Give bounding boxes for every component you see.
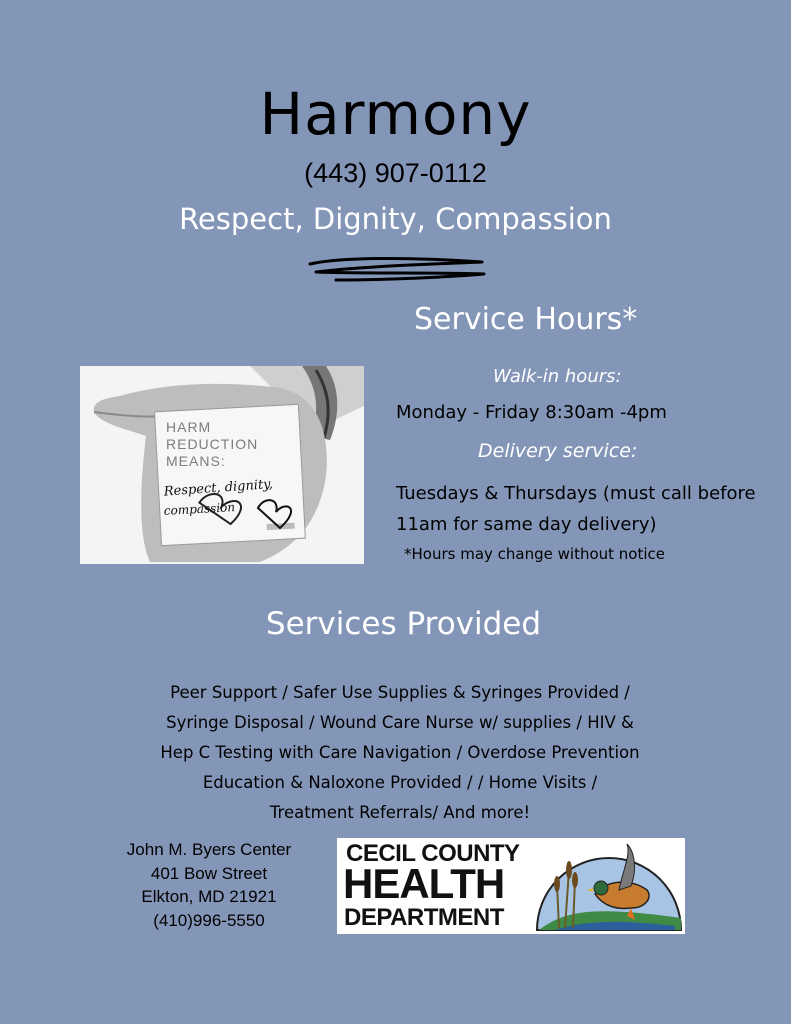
- center-address: [100, 838, 318, 932]
- note-line-2: REDUCTION: [166, 436, 259, 452]
- hours-disclaimer: *Hours may change without notice: [404, 545, 665, 563]
- center-phone: (410)996-5550: [153, 910, 265, 930]
- note-line-3: MEANS:: [166, 453, 226, 469]
- services-list: [120, 678, 680, 828]
- services-line: Syringe Disposal / Wound Care Nurse w/ supplies / HIV &: [166, 713, 634, 732]
- duck-seal-icon: [535, 840, 683, 932]
- service-hours-heading: Service Hours*: [414, 302, 638, 337]
- delivery-service-hours: Tuesdays & Thursdays (must call before 11am for same day delivery): [396, 483, 756, 535]
- services-line: Treatment Referrals/ And more!: [269, 803, 531, 822]
- logo-health-text: HEALTH: [343, 860, 505, 907]
- page-title: Harmony: [259, 80, 532, 148]
- services-line: Hep C Testing with Care Navigation / Overdose Prevention: [160, 743, 640, 762]
- health-department-logo: [337, 838, 685, 934]
- note-handwriting-2: compassion: [163, 500, 236, 518]
- logo-county-text: CECIL COUNTY: [346, 840, 520, 867]
- tagline: Respect, Dignity, Compassion: [179, 202, 612, 236]
- note-line-1: HARM: [166, 419, 212, 435]
- city-state-zip: Elkton, MD 21921: [141, 887, 277, 906]
- note-handwriting-1: Respect, dignity,: [163, 477, 274, 500]
- walkin-hours-value: Monday - Friday 8:30am -4pm: [396, 402, 667, 423]
- logo-department-text: DEPARTMENT: [344, 904, 504, 931]
- street-address: 401 Bow Street: [150, 863, 268, 883]
- delivery-service-label: Delivery service:: [478, 440, 638, 462]
- center-name: John M. Byers Center: [126, 840, 292, 859]
- walkin-hours-label: Walk-in hours:: [493, 366, 622, 387]
- services-line: Education & Naloxone Provided / / Home Visits /: [202, 773, 598, 792]
- squiggle-divider: [306, 252, 486, 286]
- hand-holding-note-image: [80, 366, 364, 564]
- harm-reduction-photo: [80, 366, 364, 564]
- phone-number: (443) 907-0112: [304, 158, 487, 188]
- services-line: Peer Support / Safer Use Supplies & Syringes Provided /: [170, 683, 630, 702]
- services-provided-heading: Services Provided: [265, 606, 542, 642]
